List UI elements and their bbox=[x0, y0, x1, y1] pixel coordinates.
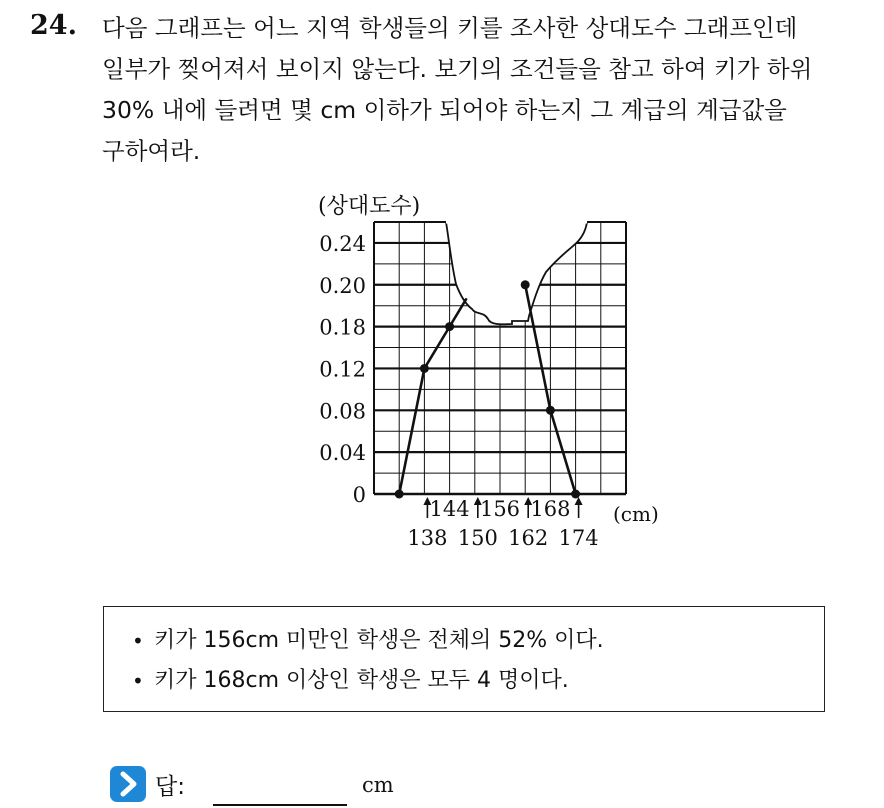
condition-item bbox=[132, 661, 824, 701]
y-tick-label: 0 bbox=[352, 483, 366, 507]
y-tick-label: 0.18 bbox=[319, 315, 366, 340]
problem-line: 일부가 찢어져서 보이지 않는다. 보기의 조건들을 참고 하여 키가 하위 bbox=[102, 55, 813, 83]
x-tick-label: 138 bbox=[407, 526, 448, 550]
answer-blank[interactable] bbox=[213, 804, 347, 806]
x-tick-label: 150 bbox=[457, 526, 498, 550]
bullet-icon: • bbox=[132, 629, 144, 653]
problem-line: 30% 내에 들려면 몇 cm 이하가 되어야 하는지 그 계급의 계급값을 bbox=[102, 96, 787, 124]
data-point bbox=[445, 322, 454, 331]
bullet-icon: • bbox=[132, 669, 144, 693]
polygon-segment bbox=[450, 299, 466, 326]
y-tick-label: 0.20 bbox=[319, 273, 366, 298]
x-tick-label: 174 bbox=[558, 526, 599, 550]
data-point bbox=[420, 364, 429, 373]
problem-line: 다음 그래프는 어느 지역 학생들의 키를 조사한 상대도수 그래프인데 bbox=[102, 14, 798, 42]
answer-label: 답: bbox=[155, 774, 185, 800]
x-tick-label: 168 bbox=[530, 497, 571, 521]
conditions-box bbox=[103, 606, 825, 712]
answer-unit: cm bbox=[362, 773, 394, 797]
x-tick-label: 144 bbox=[429, 497, 470, 521]
data-point bbox=[395, 490, 404, 499]
data-point bbox=[571, 490, 580, 499]
x-tick-label: 156 bbox=[479, 497, 521, 521]
x-tick-label: 162 bbox=[508, 526, 549, 550]
y-tick-label: 0.08 bbox=[319, 399, 366, 424]
grid bbox=[374, 222, 626, 494]
problem-number: 24. bbox=[30, 10, 77, 41]
x-axis-unit: (cm) bbox=[613, 502, 659, 526]
condition-item bbox=[132, 621, 824, 661]
data-point bbox=[521, 280, 530, 289]
chevron-right-icon bbox=[110, 766, 146, 802]
y-tick-label: 0.12 bbox=[319, 357, 366, 382]
answer-row bbox=[110, 766, 430, 806]
y-tick-label: 0.24 bbox=[319, 231, 366, 256]
condition-text: 키가 168cm 이상인 학생은 모두 4 명이다. bbox=[154, 668, 569, 693]
y-axis-title: (상대도수) bbox=[318, 194, 421, 219]
data-point bbox=[546, 406, 555, 415]
problem-line: 구하여라. bbox=[102, 137, 201, 165]
condition-text: 키가 156cm 미만인 학생은 전체의 52% 이다. bbox=[154, 628, 604, 653]
y-tick-label: 0.04 bbox=[319, 441, 366, 466]
torn-region bbox=[446, 222, 587, 324]
